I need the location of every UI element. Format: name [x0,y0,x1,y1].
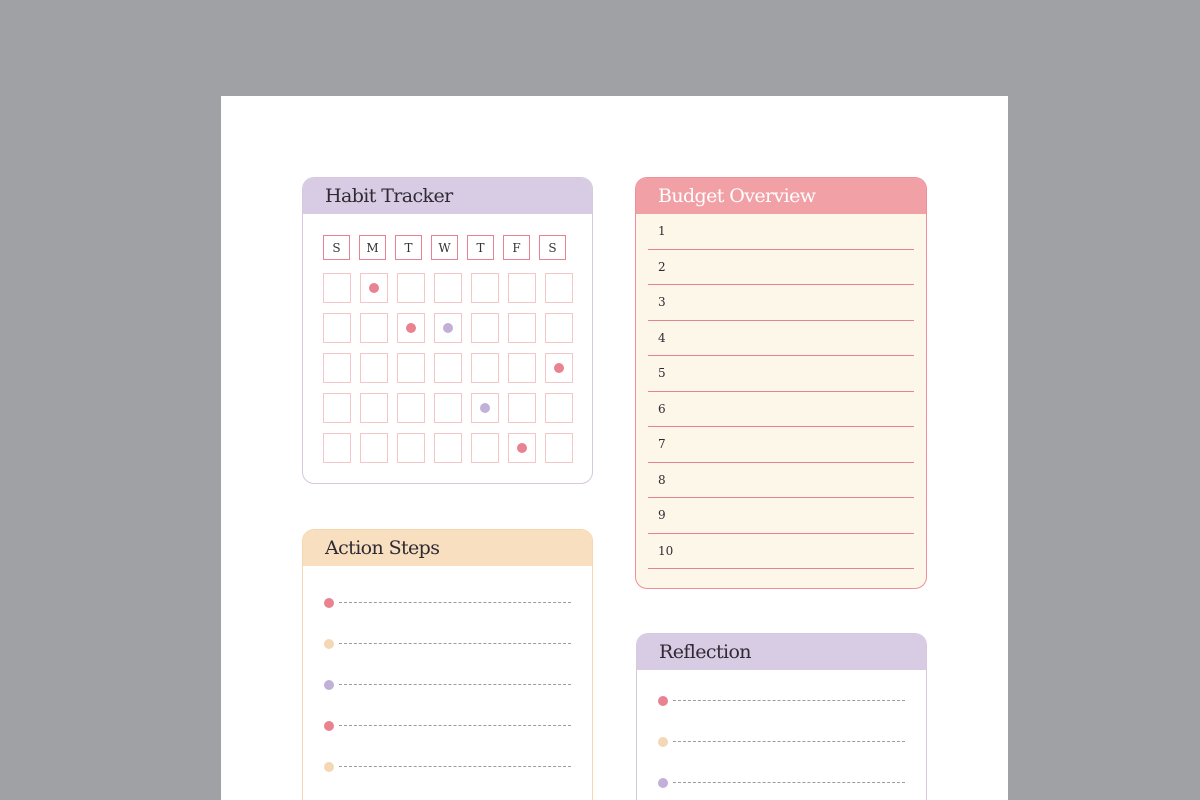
habit-checkbox[interactable] [397,393,425,423]
habit-mark-dot [517,443,527,453]
habit-mark-dot [406,323,416,333]
bullet-line[interactable] [658,721,905,762]
habit-mark-dot [443,323,453,333]
dashed-line [673,782,905,783]
habit-checkbox[interactable] [360,353,388,383]
habit-checkbox[interactable] [471,393,499,423]
habit-checkbox[interactable] [434,433,462,463]
dashed-line [673,700,905,701]
habit-row [323,433,573,463]
habit-checkbox[interactable] [434,353,462,383]
bullet-line[interactable] [324,623,571,664]
budget-line-number: 4 [658,330,666,345]
habit-checkbox[interactable] [434,273,462,303]
habit-checkbox[interactable] [397,273,425,303]
bullet-line[interactable] [324,705,571,746]
bullet-dot [324,598,334,608]
habit-checkbox[interactable] [508,433,536,463]
bullet-dot [324,721,334,731]
habit-checkbox[interactable] [360,393,388,423]
bullet-dot [658,778,668,788]
habit-checkbox[interactable] [471,353,499,383]
budget-line[interactable] [648,463,914,499]
budget-line[interactable] [648,356,914,392]
habit-checkbox[interactable] [471,313,499,343]
planner-page [221,96,1008,800]
habit-row [323,313,573,343]
habit-checkbox[interactable] [545,393,573,423]
habit-checkbox[interactable] [508,353,536,383]
habit-checkbox[interactable] [508,313,536,343]
weekday-label: M [359,235,386,260]
budget-line-number: 2 [658,259,666,274]
habit-checkbox[interactable] [471,433,499,463]
weekday-label: S [539,235,566,260]
habit-row [323,273,573,303]
budget-line[interactable] [648,285,914,321]
habit-checkbox[interactable] [323,353,351,383]
budget-line[interactable] [648,498,914,534]
action-steps-title: Action Steps [303,530,592,566]
budget-line[interactable] [648,214,914,250]
habit-checkbox[interactable] [545,433,573,463]
habit-checkbox[interactable] [360,433,388,463]
reflection-title: Reflection [637,634,926,670]
bullet-line[interactable] [324,664,571,705]
habit-row [323,393,573,423]
dashed-line [339,602,571,603]
budget-line[interactable] [648,534,914,570]
budget-line-number: 9 [658,508,666,522]
dashed-line [339,643,571,644]
budget-line-number: 1 [658,224,666,238]
budget-line-number: 10 [658,543,674,558]
dashed-line [339,684,571,685]
habit-checkbox[interactable] [397,313,425,343]
weekday-label: W [431,235,458,260]
habit-checkbox[interactable] [323,313,351,343]
habit-checkbox[interactable] [471,273,499,303]
budget-line-number: 6 [658,401,666,416]
habit-checkbox[interactable] [545,273,573,303]
habit-mark-dot [369,283,379,293]
habit-cells [323,273,573,463]
bullet-dot [658,737,668,747]
weekday-label: T [395,235,422,260]
budget-line-number: 7 [658,437,666,451]
bullet-dot [324,639,334,649]
habit-checkbox[interactable] [323,433,351,463]
bullet-line[interactable] [658,762,905,800]
habit-checkbox[interactable] [434,393,462,423]
action-steps-list [324,582,571,787]
budget-line[interactable] [648,321,914,357]
budget-overview-title: Budget Overview [636,178,926,214]
habit-row [323,353,573,383]
habit-checkbox[interactable] [360,313,388,343]
action-steps-card [302,529,593,800]
habit-checkbox[interactable] [508,393,536,423]
dashed-line [673,741,905,742]
budget-line[interactable] [648,427,914,463]
habit-checkbox[interactable] [545,353,573,383]
habit-checkbox[interactable] [323,273,351,303]
weekday-label: S [323,235,350,260]
bullet-dot [324,762,334,772]
bullet-line[interactable] [324,746,571,787]
habit-checkbox[interactable] [397,353,425,383]
weekday-label: F [503,235,530,260]
budget-line-number: 8 [658,472,666,487]
habit-tracker-title: Habit Tracker [303,178,592,214]
budget-line-number: 5 [658,366,666,380]
dashed-line [339,725,571,726]
budget-overview-card [635,177,927,589]
reflection-card [636,633,927,800]
bullet-line[interactable] [658,680,905,721]
dashed-line [339,766,571,767]
budget-lines [648,214,914,569]
habit-checkbox[interactable] [323,393,351,423]
reflection-list [658,680,905,800]
budget-line-number: 3 [658,295,666,309]
habit-tracker-card [302,177,593,484]
weekday-label: T [467,235,494,260]
habit-mark-dot [480,403,490,413]
habit-checkbox[interactable] [434,313,462,343]
budget-line[interactable] [648,392,914,428]
budget-line[interactable] [648,250,914,286]
habit-checkbox[interactable] [545,313,573,343]
habit-checkbox[interactable] [397,433,425,463]
weekday-header-row [323,235,573,260]
habit-checkbox[interactable] [360,273,388,303]
bullet-dot [658,696,668,706]
bullet-line[interactable] [324,582,571,623]
habit-checkbox[interactable] [508,273,536,303]
habit-mark-dot [554,363,564,373]
habit-grid [323,235,573,473]
bullet-dot [324,680,334,690]
